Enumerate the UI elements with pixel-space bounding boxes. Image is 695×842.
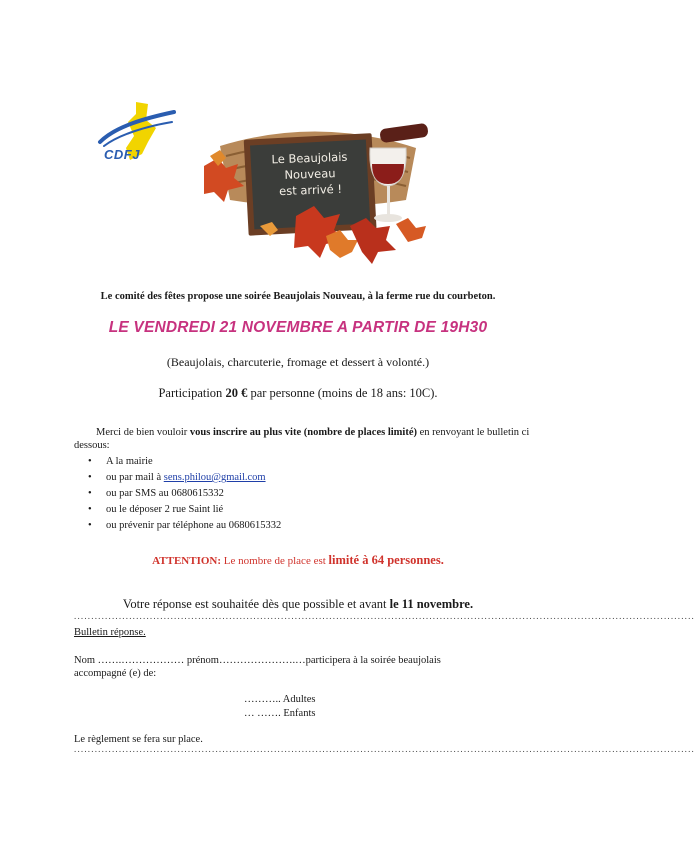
intro-text: Le comité des fêtes propose une soirée Beaujolais Nouveau, à la ferme rue du courbeton.	[100, 291, 496, 302]
list-item	[88, 454, 281, 470]
attention-emphasis: limité à 64 personnes.	[328, 553, 444, 567]
form-adults-line: ……….. Adultes	[244, 694, 316, 705]
signup-after: en renvoyant le bulletin ci dessous:	[74, 427, 530, 451]
list-item	[88, 502, 281, 518]
signup-before: Merci de bien vouloir	[96, 427, 190, 438]
option-depot: ou le déposer 2 rue Saint lié	[106, 504, 224, 515]
chalkboard-line: Le Beaujolais	[271, 149, 348, 167]
event-headline: LE VENDREDI 21 NOVEMBRE A PARTIR DE 19H30	[108, 319, 488, 336]
bullet-icon: •	[88, 488, 92, 499]
form-accompanied-line: accompagné (e) de:	[74, 668, 157, 679]
contact-options-list	[88, 454, 281, 534]
list-item	[88, 470, 281, 486]
response-before: Votre réponse est souhaitée dès que possible et avant	[122, 597, 390, 611]
logo-text: CDFJ	[104, 147, 140, 162]
bullet-icon: •	[88, 472, 92, 483]
form-children-line: … ……. Enfants	[244, 708, 316, 719]
bullet-icon: •	[88, 504, 92, 515]
option-phone: ou prévenir par téléphone au 0680615332	[106, 520, 282, 531]
payment-note: Le règlement se fera sur place.	[74, 734, 203, 745]
dotted-separator: ....................................................................................................................................................................................	[74, 611, 695, 621]
signup-emphasis: vous inscrire au plus vite (nombre de places limité)	[189, 427, 417, 438]
dotted-separator: ....................................................................................................................................................................................	[74, 744, 695, 754]
option-sms: ou par SMS au 0680615332	[106, 488, 224, 499]
price-text	[0, 386, 596, 401]
list-item	[88, 518, 281, 534]
signup-text	[74, 426, 544, 452]
chalkboard-line: Nouveau	[284, 166, 336, 182]
attention-notice	[0, 553, 596, 568]
bullet-icon: •	[88, 520, 92, 531]
price-after: par personne (moins de 18 ans: 10C).	[247, 386, 438, 400]
price-amount: 20 €	[225, 386, 248, 400]
attention-label: ATTENTION:	[152, 555, 222, 567]
price-before: Participation	[158, 386, 226, 400]
email-link[interactable]: sens.philou@gmail.com	[163, 472, 266, 483]
chalkboard-line: est arrivé !	[278, 181, 343, 199]
form-name-line: Nom …….……………… prénom………………….…participera à la soirée beaujolais	[74, 655, 441, 666]
option-mail-prefix: ou par mail à	[106, 472, 164, 483]
response-emphasis: le 11 novembre.	[389, 597, 474, 611]
option-mairie: A la mairie	[106, 456, 153, 467]
list-item	[88, 486, 281, 502]
response-deadline	[0, 597, 596, 612]
bulletin-title: Bulletin réponse.	[74, 627, 146, 638]
chalkboard-text	[255, 148, 365, 200]
bullet-icon: •	[88, 456, 92, 467]
menu-text: (Beaujolais, charcuterie, fromage et dessert à volonté.)	[166, 355, 430, 369]
attention-text: Le nombre de place est	[221, 555, 329, 567]
